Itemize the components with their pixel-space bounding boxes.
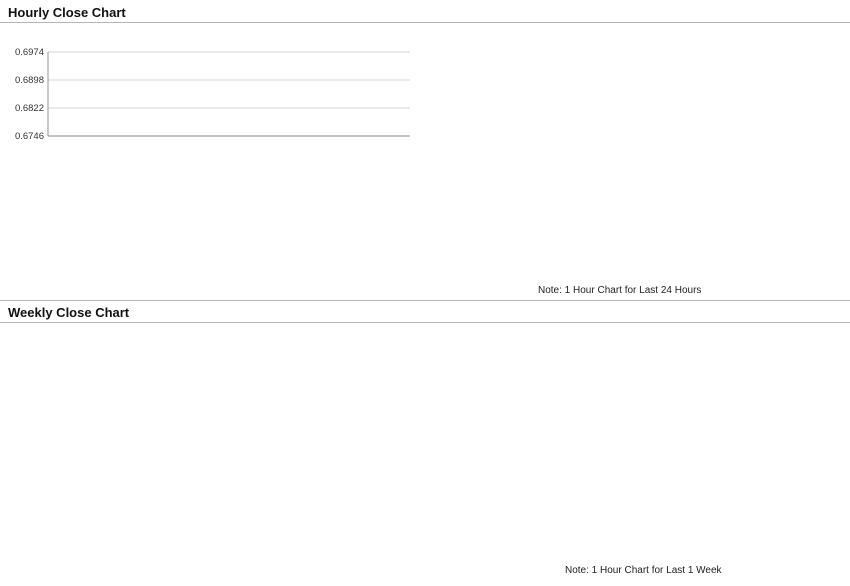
y-axis-label: 0.6974 bbox=[14, 47, 44, 59]
weekly-panel-title bbox=[8, 304, 129, 322]
weekly-note: Note: 1 Hour Chart for Last 1 Week bbox=[565, 565, 722, 576]
hourly-macd-chart bbox=[0, 168, 420, 288]
weekly-title-text: Weekly Close Chart bbox=[8, 305, 130, 320]
hourly-title-text: Hourly Close Chart bbox=[8, 5, 126, 20]
weekly-title-divider bbox=[0, 322, 850, 323]
weekly-price-chart bbox=[0, 328, 420, 478]
hourly-title-divider bbox=[0, 22, 850, 23]
hourly-24h-chart bbox=[425, 28, 850, 278]
y-axis-label: 0.6898 bbox=[14, 75, 44, 87]
weekly-1w-chart bbox=[425, 330, 850, 560]
y-axis-label: 0.6822 bbox=[14, 103, 44, 115]
hourly-panel-title bbox=[8, 4, 126, 22]
y-axis-label: 0.6746 bbox=[14, 131, 44, 143]
hourly-price-chart bbox=[0, 28, 420, 168]
section-divider bbox=[0, 300, 850, 301]
hourly-note: Note: 1 Hour Chart for Last 24 Hours bbox=[538, 285, 702, 296]
weekly-macd-chart bbox=[0, 478, 420, 583]
